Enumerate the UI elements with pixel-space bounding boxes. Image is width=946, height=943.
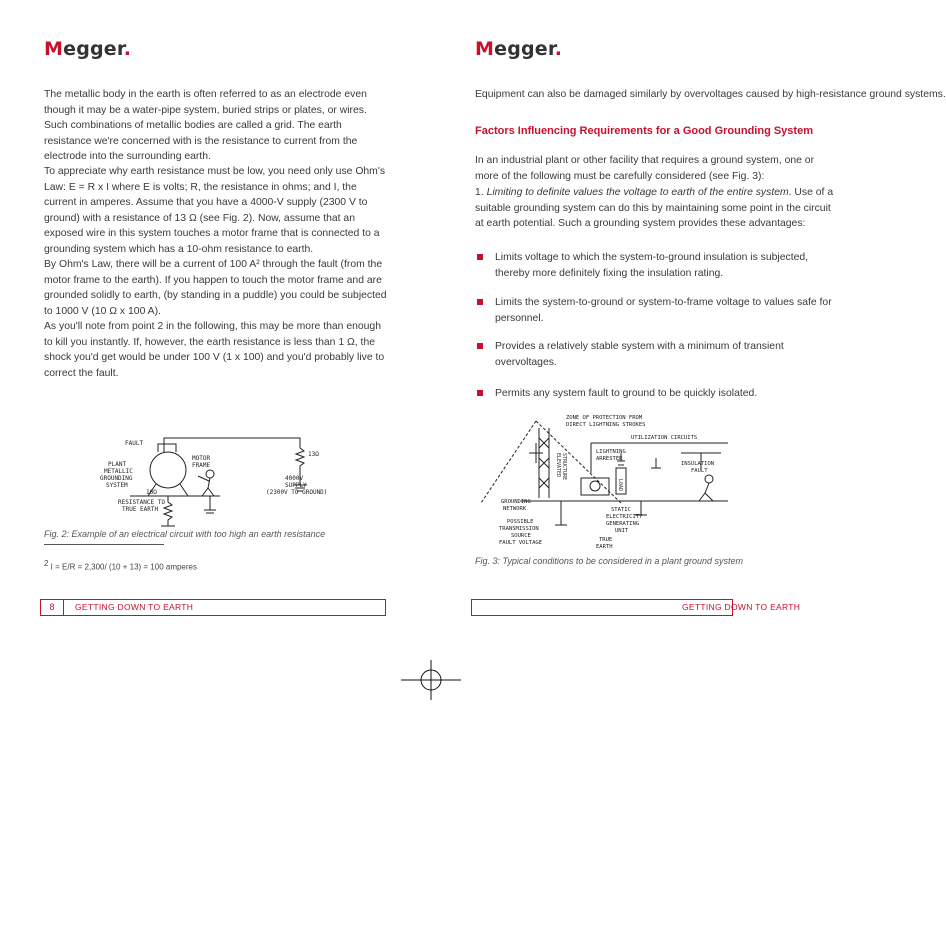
- footnote: [44, 559, 197, 572]
- megger-logo: Megger.: [44, 38, 132, 60]
- fig2-circuit-diagram: [90, 430, 360, 530]
- fig2-label-resistance-to: RESISTANCE TO: [118, 499, 165, 506]
- footnote-rule: [44, 544, 164, 545]
- fig3-label-zone: ZONE OF PROTECTION FROM: [566, 415, 643, 421]
- bullet-square-icon: [477, 254, 483, 260]
- fig3-label-fault-voltage: FAULT VOLTAGE: [499, 540, 543, 546]
- fig3-label-generating: GENERATING: [606, 521, 640, 527]
- fig3-label-fault: FAULT: [691, 468, 708, 474]
- fig2-label-10ohm: 10Ω: [146, 489, 157, 496]
- footnote-text: I = E/R = 2,300/ (10 + 13) = 100 amperes: [48, 562, 197, 572]
- paragraph-ohms-law: To appreciate why earth resistance must be low, you need only use Ohm's Law: E = R x I where E is volts; R, the resistance in ohms; and I, the current in amperes. Assume that you have a 4000-V supply (2300 V to ground) with a resistance of 13 Ω (see Fig. 2). Now, assume that an exposed wire in this system touches a motor frame that is connected to a grounding system which has a 10-ohm resistance to earth.: [44, 166, 386, 255]
- right-intro: Equipment can also be damaged similarly by overvoltages caused by high-resistance ground systems.: [475, 89, 946, 100]
- bullet-item: Provides a relatively stable system with a minimum of transient overvoltages.: [477, 339, 837, 370]
- fig2-label-system: SYSTEM: [106, 482, 128, 489]
- fig3-plant-ground-diagram: [481, 413, 728, 553]
- fig2-label-supply: SUPPLY: [285, 482, 307, 489]
- fig3-label-static: STATIC: [611, 507, 631, 513]
- bullet-item: Limits the system-to-ground or system-to-frame voltage to values safe for personnel.: [477, 295, 837, 326]
- item-number: 1.: [475, 187, 484, 198]
- fig3-label-structure: STRUCTURE: [561, 453, 567, 481]
- section-heading: Factors Influencing Requirements for a Good Grounding System: [475, 125, 813, 137]
- fig2-label-4000v: 4000V: [285, 475, 304, 482]
- fig2-label-metallic: METALLIC: [104, 468, 133, 475]
- left-page: [0, 0, 387, 943]
- fig3-label-electricity: ELECTRICITY: [606, 514, 643, 520]
- bullet-square-icon: [477, 390, 483, 396]
- page-number: 8: [41, 600, 64, 615]
- fig3-label-earth: EARTH: [596, 544, 613, 550]
- crop-mark-icon: [401, 660, 461, 700]
- footer-title-right: GETTING DOWN TO EARTH: [682, 602, 801, 612]
- bullet-square-icon: [477, 299, 483, 305]
- megger-logo-right: Megger.: [475, 38, 563, 60]
- fig3-label-elevated: ELEVATED: [555, 453, 561, 478]
- right-footer: [471, 599, 801, 616]
- item-italic: Limiting to definite values the voltage to earth of the entire system: [486, 187, 789, 198]
- fig3-label-lightning: LIGHTNING: [596, 449, 626, 455]
- fig2-label-true-earth: TRUE EARTH: [122, 506, 159, 513]
- fig2-label-fault: FAULT: [125, 440, 144, 447]
- fig3-label-true: TRUE: [599, 537, 613, 543]
- bullet-item: Limits voltage to which the system-to-ground insulation is subjected, thereby more definitely fixing the insulation rating.: [477, 250, 837, 281]
- right-page: [364, 0, 946, 943]
- fig3-label-arrester: ARRESTER: [596, 456, 623, 462]
- fig3-label-lightning-strokes: DIRECT LIGHTNING STROKES: [566, 422, 646, 428]
- item-rest: . Use of a suitable grounding system can do this by maintaining some point in the circuit at earth potential. Such a grounding system provides these advantages:: [475, 187, 834, 229]
- bullet-square-icon: [477, 343, 483, 349]
- fig3-label-source: SOURCE: [511, 533, 531, 539]
- paragraph-current: By Ohm's Law, there will be a current of 100 A² through the fault (from the motor frame to the earth). If you happen to touch the motor frame and are grounded solidly to earth, (by standing in a puddle) you could be subjected to 1000 V (10 Ω x 100 A).: [44, 259, 387, 317]
- fig3-label-unit: UNIT: [615, 528, 629, 534]
- fig2-label-13ohm: 13Ω: [308, 451, 319, 458]
- numbered-item-1: [475, 185, 835, 232]
- bullet-item: Permits any system fault to ground to be quickly isolated.: [477, 386, 837, 402]
- fig3-label-insulation: INSULATION: [681, 461, 715, 467]
- footnote-number: 2: [44, 559, 49, 568]
- fig2-label-frame: FRAME: [192, 462, 211, 469]
- paragraph-shock: As you'll note from point 2 in the following, this may be more than enough to kill you instantly. If, however, the earth resistance is less than 1 Ω, the shock you'd get would be under 100 V (1 x 100) and you'd probably live to correct the fault.: [44, 321, 385, 379]
- paragraph-electrode: The metallic body in the earth is often referred to as an electrode even though it may be a water-pipe system, buried strips or plates, or wires. Such combinations of metallic bodies are called a grid. The earth resistance we're concerned with is the resistance to current from the electrode into the surrounding earth.: [44, 89, 367, 162]
- right-lead: In an industrial plant or other facility that requires a ground system, one or more of the following must be carefully considered (see Fig. 3):: [475, 155, 815, 182]
- fig3-label-possible: POSSIBLE: [507, 519, 534, 525]
- fig3-label-grounding: GROUNDING: [501, 499, 531, 505]
- fig3-label-load: LOAD: [617, 479, 623, 492]
- fig3-caption: Fig. 3: Typical conditions to be considered in a plant ground system: [475, 556, 743, 566]
- fig3-label-utilization: UTILIZATION CIRCUITS: [631, 435, 698, 441]
- fig2-label-2300v: (2300V TO GROUND): [266, 489, 328, 496]
- fig2-caption: Fig. 2: Example of an electrical circuit with too high an earth resistance: [44, 529, 326, 539]
- fig3-label-transmission: TRANSMISSION: [499, 526, 539, 532]
- fig2-label-plant: PLANT: [108, 461, 127, 468]
- fig2-label-grounding: GROUNDING: [100, 475, 133, 482]
- fig3-label-network: NETWORK: [503, 506, 527, 512]
- left-footer: [40, 599, 386, 616]
- fig2-label-motor: MOTOR: [192, 455, 211, 462]
- footer-title: GETTING DOWN TO EARTH: [75, 602, 194, 612]
